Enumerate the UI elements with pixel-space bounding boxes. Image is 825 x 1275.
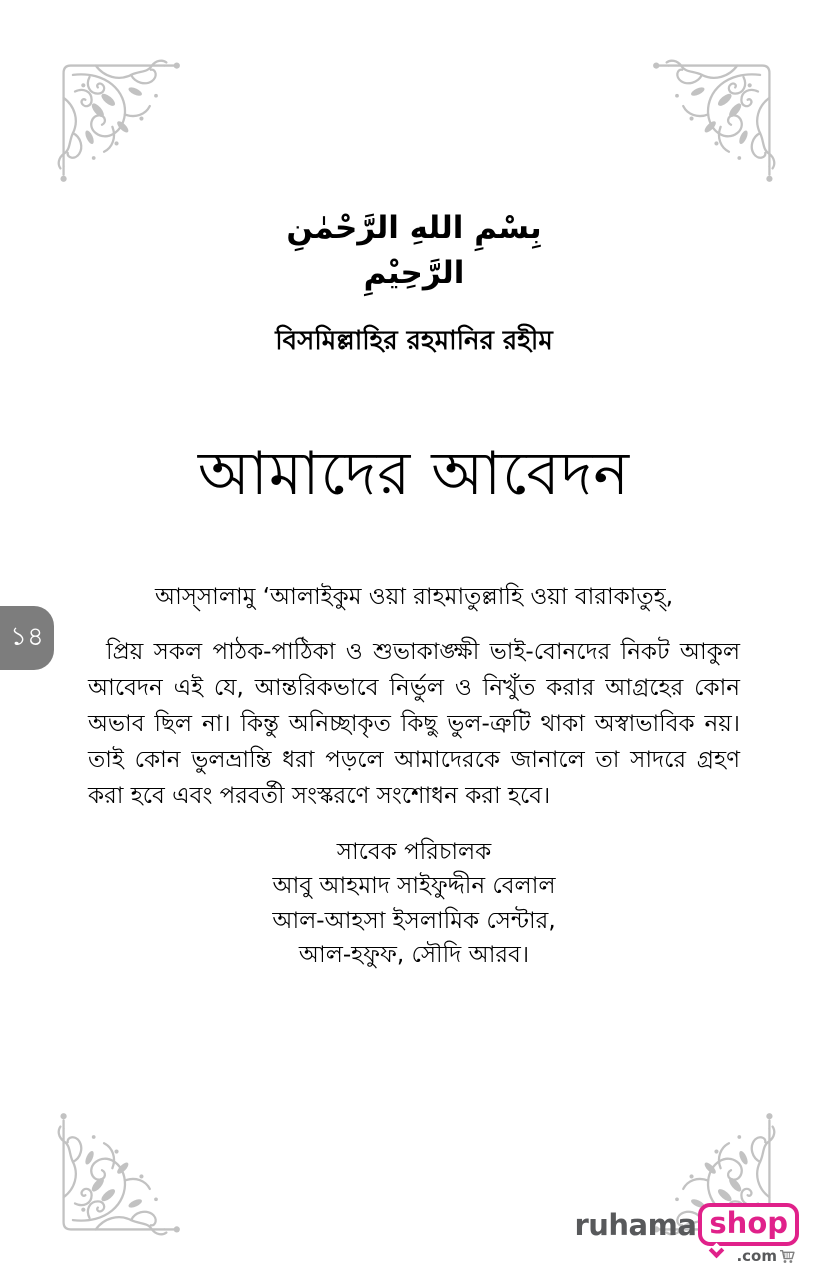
signature-role: সাবেক পরিচালক	[336, 838, 492, 865]
page-number-tab	[0, 606, 54, 670]
page-number: ১৪	[10, 622, 44, 652]
watermark-shop-bubble: shop	[698, 1203, 799, 1246]
watermark-shop-bubble-wrap	[698, 1203, 799, 1265]
salutation-line: আস্সালামু ‘আলাইকুম ওয়া রাহমাতুল্লাহি ওয়া বারাকাতুহ্,	[154, 584, 674, 610]
appeal-paragraph: প্রিয় সকল পাঠক-পাঠিকা ও শুভাকাঙ্ক্ষী ভাই-বোনদের নিকট আকুল আবেদন এই যে, আন্তরিকভাবে নির্ভুল ও নিখুঁত করার আগ্রহের কোন অভাব ছিল না। কিন্তু অনিচ্ছাকৃত কিছু ভুল-ত্রুটি থাকা অস্বাভাবিক নয়। তাই কোন ভুলভ্রান্তি ধরা পড়লে আমাদেরকে জানালে তা সাদরে গ্রহণ করা হবে এবং পরবর্তী সংস্করণে সংশোধন করা হবে।	[88, 639, 740, 810]
signature-block	[88, 835, 740, 973]
watermark-suffix-text: .com	[736, 1247, 777, 1265]
signature-organization: আল-আহসা ইসলামিক সেন্টার,	[272, 907, 556, 934]
corner-flourish-bottom-left-icon	[48, 1110, 183, 1245]
page-title: আমাদের আবেদন	[197, 439, 631, 509]
signature-location: আল-হফুফ, সৌদি আরব।	[298, 942, 530, 969]
shopping-cart-icon	[779, 1249, 796, 1264]
signature-name: আবু আহমাদ সাইফুদ্দীন বেলাল	[272, 873, 556, 900]
page-content	[88, 0, 740, 973]
watermark-brand-text: ruhama	[574, 1208, 697, 1242]
bismillah-calligraphy: بِسْمِ اللهِ الرَّحْمٰنِ الرَّحِيْمِ	[286, 210, 542, 291]
ruhamashop-watermark	[574, 1203, 799, 1265]
bismillah-bengali-text: বিসমিল্লাহির রহমানির রহীম	[275, 326, 553, 356]
